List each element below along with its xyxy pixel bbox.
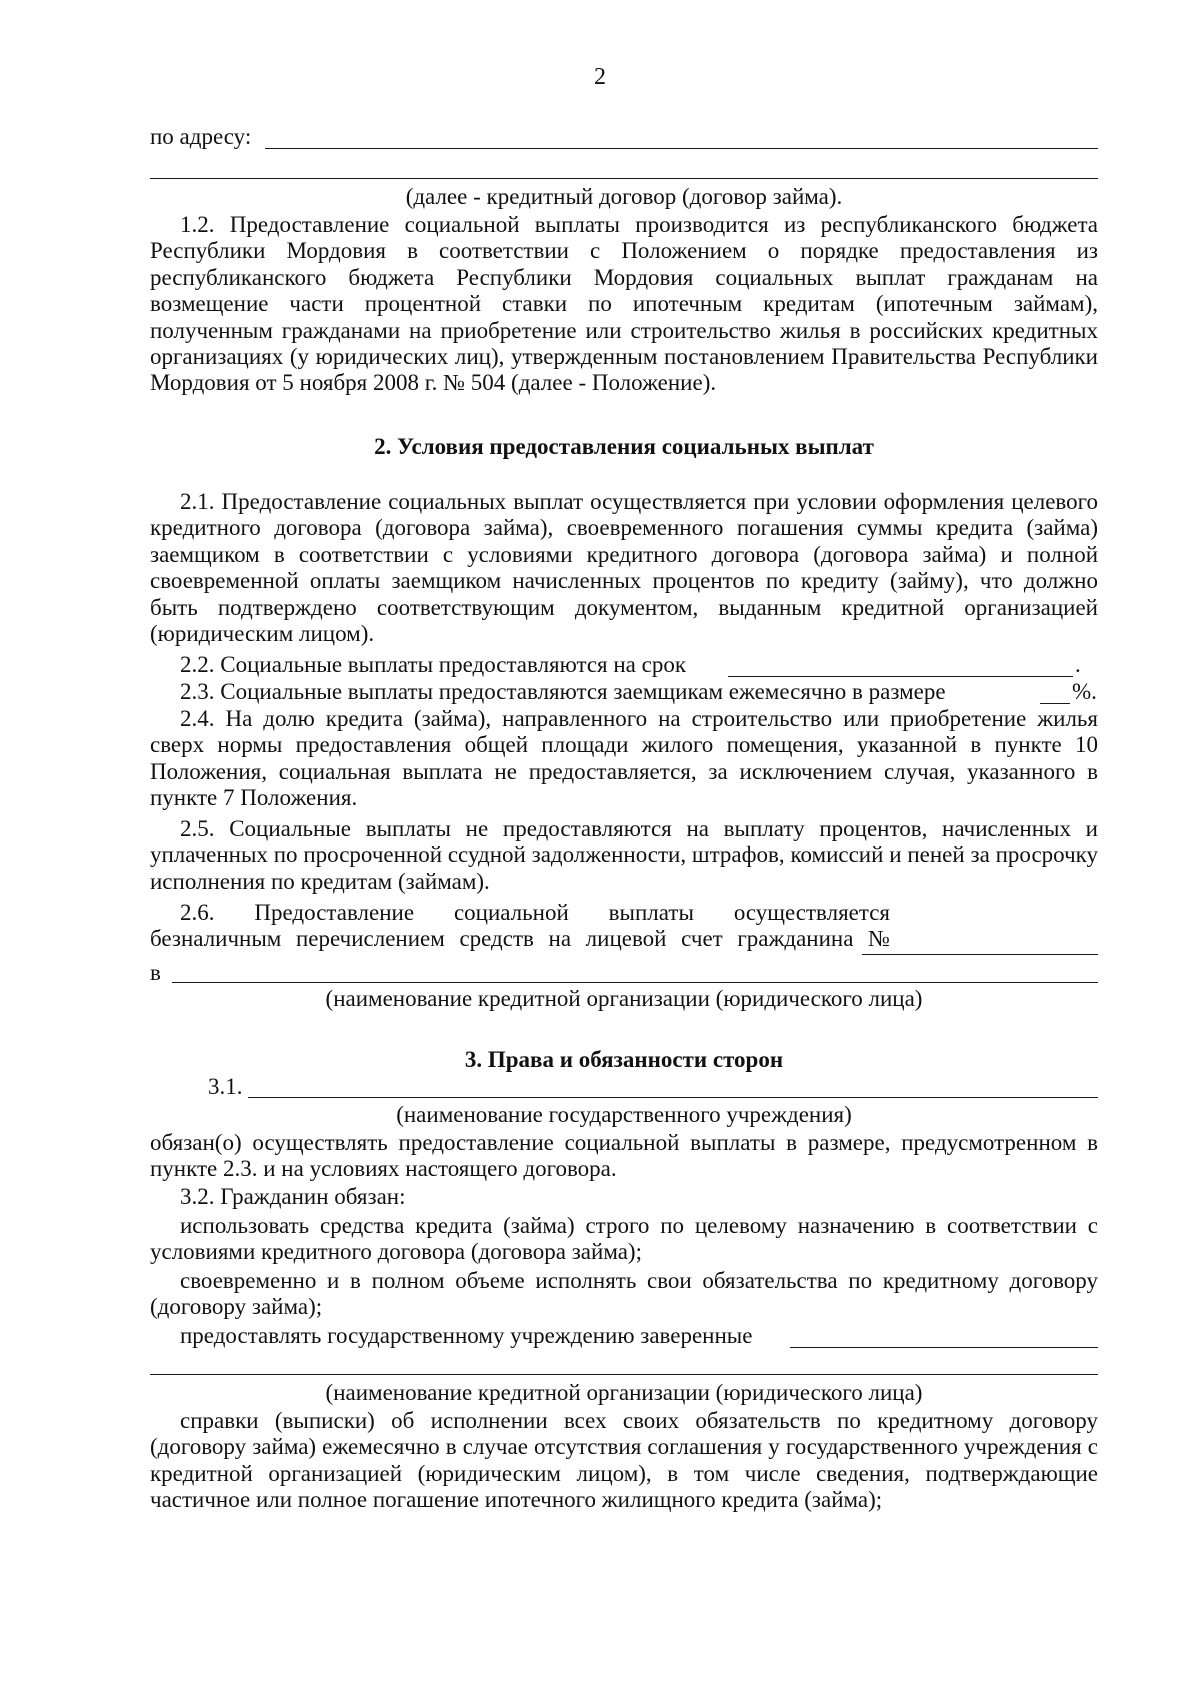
clause-2-3-end: %. bbox=[1072, 679, 1097, 704]
clause-3-1-blank bbox=[248, 1097, 1098, 1098]
clause-3-2: 3.2. Гражданин обязан: bbox=[180, 1184, 406, 1209]
clause-2-1: 2.1. Предоставление социальных выплат осуществляется при условии оформления целевого кредитного договора (договора займа), своевременного погашения суммы кредита (займа) заемщиком в соответствии с условиями кредитного договора (договора займа) и полной своевременной оплаты заемщиком начисленных процентов по кредиту (займу), что должно быть подтверждено соответствующим документом, выданным кредитной организацией (юридическим лицом). bbox=[150, 489, 1098, 647]
clause-3-1-caption: (наименование государственного учреждения) bbox=[396, 1102, 852, 1127]
clause-2-2-blank bbox=[728, 676, 1073, 677]
duty-1-block bbox=[150, 1213, 1098, 1266]
clause-3-1-text: обязан(о) осуществлять предоставление социальной выплаты в размере, предусмотренном в пункте 2.3. и на условиях настоящего договора. bbox=[150, 1130, 1098, 1182]
duty-3-text-block bbox=[150, 1408, 1098, 1514]
clause-2-6-block bbox=[150, 900, 890, 953]
duty-3-caption: (наименование кредитной организации (юридического лица) bbox=[325, 1380, 923, 1405]
page-number: 2 bbox=[594, 64, 606, 90]
clause-2-6-account-blank bbox=[862, 954, 1098, 955]
duty-3-blank-1 bbox=[790, 1347, 1098, 1348]
address-label: по адресу: bbox=[150, 124, 252, 149]
clause-2-6-in: в bbox=[150, 960, 161, 985]
clause-2-5-block bbox=[150, 816, 1098, 895]
clause-1-2: 1.2. Предоставление социальной выплаты производится из республиканского бюджета Республики Мордовия в соответствии с Положением о порядке предоставления из республиканского бюджета Республики Мордовия социальных выплат гражданам на возмещение части процентной ставки по ипотечным кредитам (ипотечным займам), полученным гражданами на приобретение или строительство жилья в российских кредитных организациях (у юридических лиц), утвержденным постановлением Правительства Республики Мордовия от 5 ноября 2008 г. № 504 (далее - Положение). bbox=[150, 212, 1098, 396]
address-line-2 bbox=[150, 178, 1098, 179]
address-line-1 bbox=[265, 148, 1098, 149]
clause-2-6-caption: (наименование кредитной организации (юридического лица) bbox=[325, 986, 923, 1011]
section-3-heading: 3. Права и обязанности сторон bbox=[464, 1047, 784, 1072]
clause-3-1: 3.1. bbox=[208, 1074, 243, 1099]
clause-2-2: 2.2. Социальные выплаты предоставляются на срок bbox=[180, 652, 687, 677]
clause-2-4-block bbox=[150, 706, 1098, 812]
clause-2-5: 2.5. Социальные выплаты не предоставляются на выплату процентов, начисленных и уплаченных по просроченной ссудной задолженности, штрафов, комиссий и пеней за просрочку исполнения по кредитам (займам). bbox=[150, 816, 1098, 894]
clause-2-6: 2.6. Предоставление социальной выплаты осуществляется безналичным перечислением средств на лицевой счет гражданина № bbox=[150, 900, 890, 952]
clause-3-1-text-block bbox=[150, 1130, 1098, 1183]
clause-2-3: 2.3. Социальные выплаты предоставляются заемщикам ежемесячно в размере bbox=[180, 679, 946, 704]
section-2-heading: 2. Условия предоставления социальных выплат bbox=[374, 434, 874, 459]
section-2-clauses bbox=[150, 489, 1098, 647]
address-caption: (далее - кредитный договор (договор займа). bbox=[405, 184, 843, 209]
clause-2-4: 2.4. На долю кредита (займа), направленного на строительство или приобретение жилья сверх нормы предоставления общей площади жилого помещения, указанной в пункте 10 Положения, социальная выплата не предоставляется, за исключением случая, указанного в пункте 7 Положения. bbox=[150, 706, 1098, 811]
duty-1: использовать средства кредита (займа) строго по целевому назначению в соответствии с условиями кредитного договора (договора займа); bbox=[150, 1213, 1098, 1265]
duty-3-text: справки (выписки) об исполнении всех своих обязательств по кредитному договору (договору займа) ежемесячно в случае отсутствия соглашения у государственного учреждения с кредитной организацией (юридическим лицом), в том числе сведения, подтверждающие частичное или полное погашение ипотечного жилищного кредита (займа); bbox=[150, 1408, 1098, 1513]
clause-2-6-bank-blank bbox=[172, 982, 1098, 983]
duty-3: предоставлять государственному учреждению заверенные bbox=[180, 1323, 753, 1348]
duty-3-blank-2 bbox=[150, 1374, 1098, 1375]
duty-2: своевременно и в полном объеме исполнять свои обязательства по кредитному договору (договору займа); bbox=[150, 1268, 1098, 1320]
duty-2-block bbox=[150, 1268, 1098, 1321]
clause-2-3-blank bbox=[1040, 703, 1070, 704]
clause-2-2-end: . bbox=[1075, 652, 1081, 677]
